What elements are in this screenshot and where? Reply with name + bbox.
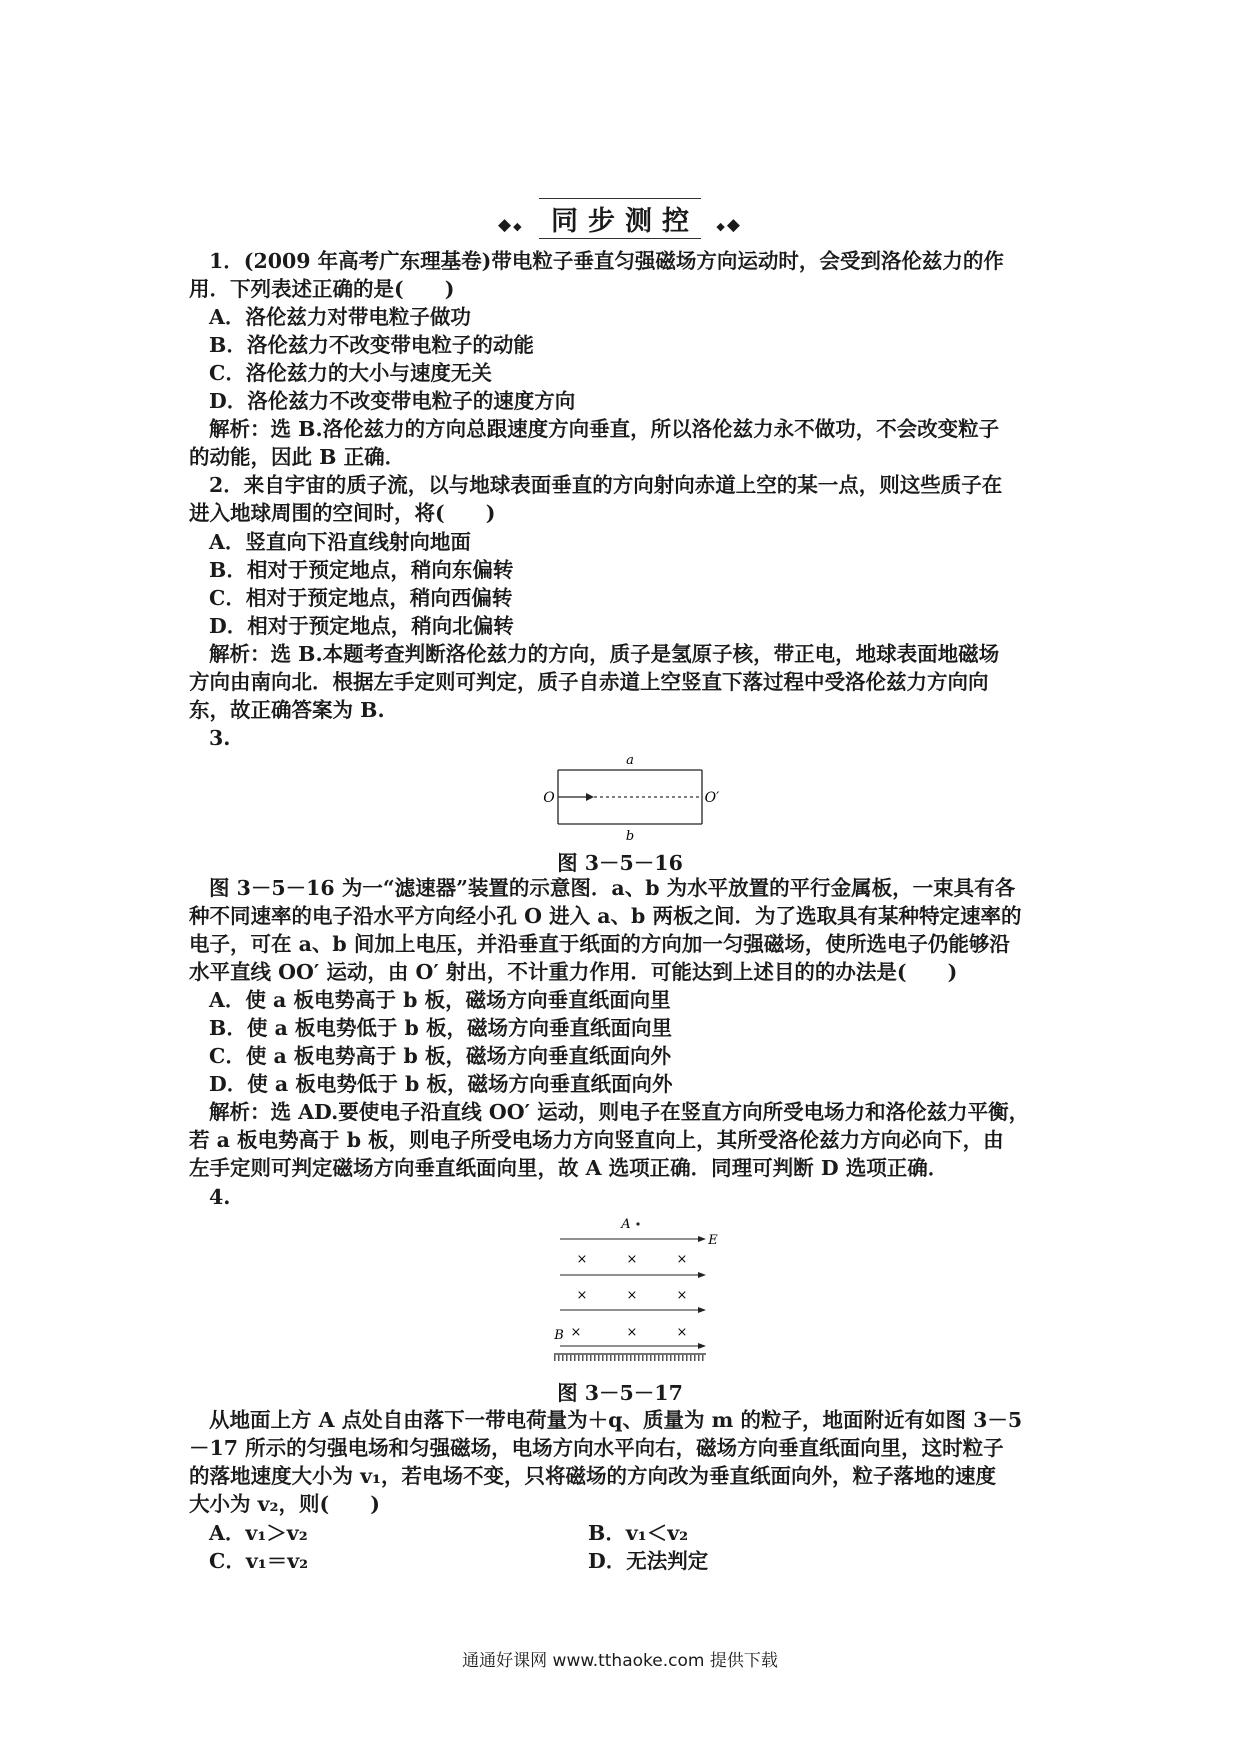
figure-3-5-17-caption: 图 3－5－17 xyxy=(557,1381,683,1405)
footer-credit: 通通好课网 www.tthaoke.com 提供下载 xyxy=(462,1651,778,1671)
diamond-ornament-right-icon: ◆ xyxy=(726,215,742,235)
q4-option-b: B．v₁＜v₂ xyxy=(588,1521,689,1545)
diamond-ornament-left-icon: ◆ xyxy=(498,215,514,235)
q2-option-d: D．相对于预定地点，稍向北偏转 xyxy=(209,614,514,638)
q1-option-b: B．洛伦兹力不改变带电粒子的动能 xyxy=(209,333,534,357)
q2-option-b: B．相对于预定地点，稍向东偏转 xyxy=(209,558,514,582)
q1-analysis-line1: 解析：选 B.洛伦兹力的方向总跟速度方向垂直，所以洛伦兹力永不做功，不会改变粒子 xyxy=(209,417,1000,441)
figure-3-5-17 xyxy=(546,1214,722,1368)
e-field-arrow-3-icon xyxy=(698,1307,706,1313)
entry-arrow-head-icon xyxy=(586,793,594,801)
q1-analysis-line2: 的动能，因此 B 正确． xyxy=(189,445,406,469)
point-a-dot-icon xyxy=(636,1222,639,1225)
q1-option-d: D．洛伦兹力不改变带电粒子的速度方向 xyxy=(209,389,576,413)
q3-stem-line4: 水平直线 OO′ 运动，由 O′ 射出，不计重力作用．可能达到上述目的的办法是( ) xyxy=(189,960,958,984)
q2-option-c: C．相对于预定地点，稍向西偏转 xyxy=(209,586,513,610)
q3-analysis-line3: 左手定则可判定磁场方向垂直纸面向里，故 A 选项正确．同理可判断 D 选项正确． xyxy=(189,1156,949,1180)
q3-stem-line2: 种不同速率的电子沿水平方向经小孔 O 进入 a、b 两板之间．为了选取具有某种特定速率的 xyxy=(189,904,1022,928)
label-a: a xyxy=(626,753,634,768)
e-field-arrow-2-icon xyxy=(698,1272,706,1278)
field-cross-1-2: × xyxy=(626,1252,638,1267)
field-cross-2-1: × xyxy=(576,1288,588,1303)
q4-stem-line1: 从地面上方 A 点处自由落下一带电荷量为＋q、质量为 m 的粒子，地面附近有如图 3－5 xyxy=(209,1408,1023,1432)
q1-option-a: A．洛伦兹力对带电粒子做功 xyxy=(209,305,471,329)
q2-analysis-line1: 解析：选 B.本题考查判断洛伦兹力的方向，质子是氢原子核，带正电，地球表面地磁场 xyxy=(209,642,1000,666)
q3-option-a: A．使 a 板电势高于 b 板，磁场方向垂直纸面向里 xyxy=(209,988,671,1012)
field-cross-2-2: × xyxy=(626,1288,638,1303)
q4-option-a: A．v₁＞v₂ xyxy=(209,1521,308,1545)
q4-stem-line4: 大小为 v₂，则( ) xyxy=(189,1492,380,1516)
section-header xyxy=(0,198,1240,239)
e-field-arrow-1-icon xyxy=(698,1236,706,1242)
figure-3-5-16-caption: 图 3－5－16 xyxy=(557,851,683,875)
q3-option-d: D．使 a 板电势低于 b 板，磁场方向垂直纸面向外 xyxy=(209,1072,673,1096)
q2-option-a: A．竖直向下沿直线射向地面 xyxy=(209,530,471,554)
diamond-ornament-left-small-icon: ◆ xyxy=(513,220,524,233)
q3-number: 3. xyxy=(209,726,231,750)
label-o-prime: O′ xyxy=(704,790,720,806)
e-field-arrow-4-icon xyxy=(698,1343,706,1349)
q4-number: 4. xyxy=(209,1185,231,1209)
q1-stem-line1: 1．(2009 年高考广东理基卷)带电粒子垂直匀强磁场方向运动时，会受到洛伦兹力的作 xyxy=(209,249,1004,273)
section-title: 同步测控 xyxy=(539,198,701,239)
label-e: E xyxy=(708,1233,718,1248)
q1-stem-line2: 用．下列表述正确的是( ) xyxy=(189,277,455,301)
field-cross-3-2: × xyxy=(626,1325,638,1340)
q3-analysis-line2: 若 a 板电势高于 b 板，则电子所受电场力方向竖直向上，其所受洛伦兹力方向必向下，由 xyxy=(189,1128,1004,1152)
q2-stem-line2: 进入地球周围的空间时，将( ) xyxy=(189,501,496,525)
label-o: O xyxy=(543,790,555,806)
field-cross-1-3: × xyxy=(676,1252,688,1267)
q4-option-c: C．v₁＝v₂ xyxy=(209,1549,309,1573)
field-cross-3-1: × xyxy=(570,1325,582,1340)
label-b-field: B xyxy=(554,1328,564,1343)
field-cross-3-3: × xyxy=(676,1325,688,1340)
q3-stem-line1: 图 3－5－16 为一“滤速器”装置的示意图．a、b 为水平放置的平行金属板，一束具有各 xyxy=(209,876,1016,900)
q3-analysis-line1: 解析：选 AD.要使电子沿直线 OO′ 运动，则电子在竖直方向所受电场力和洛伦兹力平衡， xyxy=(209,1100,1030,1124)
diamond-ornament-right-small-icon: ◆ xyxy=(716,220,727,233)
q3-option-b: B．使 a 板电势低于 b 板，磁场方向垂直纸面向里 xyxy=(209,1016,672,1040)
q1-option-c: C．洛伦兹力的大小与速度无关 xyxy=(209,361,492,385)
q4-stem-line3: 的落地速度大小为 v₁，若电场不变，只将磁场的方向改为垂直纸面向外，粒子落地的速度 xyxy=(189,1464,997,1488)
q4-stem-line2: －17 所示的匀强电场和匀强磁场，电场方向水平向右，磁场方向垂直纸面向里，这时粒子 xyxy=(189,1436,1004,1460)
field-cross-1-1: × xyxy=(576,1252,588,1267)
label-b: b xyxy=(625,829,635,844)
field-cross-2-3: × xyxy=(676,1288,688,1303)
q2-stem-line1: 2．来自宇宙的质子流，以与地球表面垂直的方向射向赤道上空的某一点，则这些质子在 xyxy=(209,473,1003,497)
label-a-point: A xyxy=(621,1217,631,1232)
q3-stem-line3: 电子，可在 a、b 间加上电压，并沿垂直于纸面的方向加一匀强磁场，使所选电子仍能够沿 xyxy=(189,932,1010,956)
q2-analysis-line2: 方向由南向北．根据左手定则可判定，质子自赤道上空竖直下落过程中受洛伦兹力方向向 xyxy=(189,670,989,694)
q4-option-d: D．无法判定 xyxy=(588,1549,709,1573)
figure-3-5-16 xyxy=(540,752,720,844)
q2-analysis-line3: 东，故正确答案为 B. xyxy=(189,698,385,722)
q3-option-c: C．使 a 板电势高于 b 板，磁场方向垂直纸面向外 xyxy=(209,1044,671,1068)
